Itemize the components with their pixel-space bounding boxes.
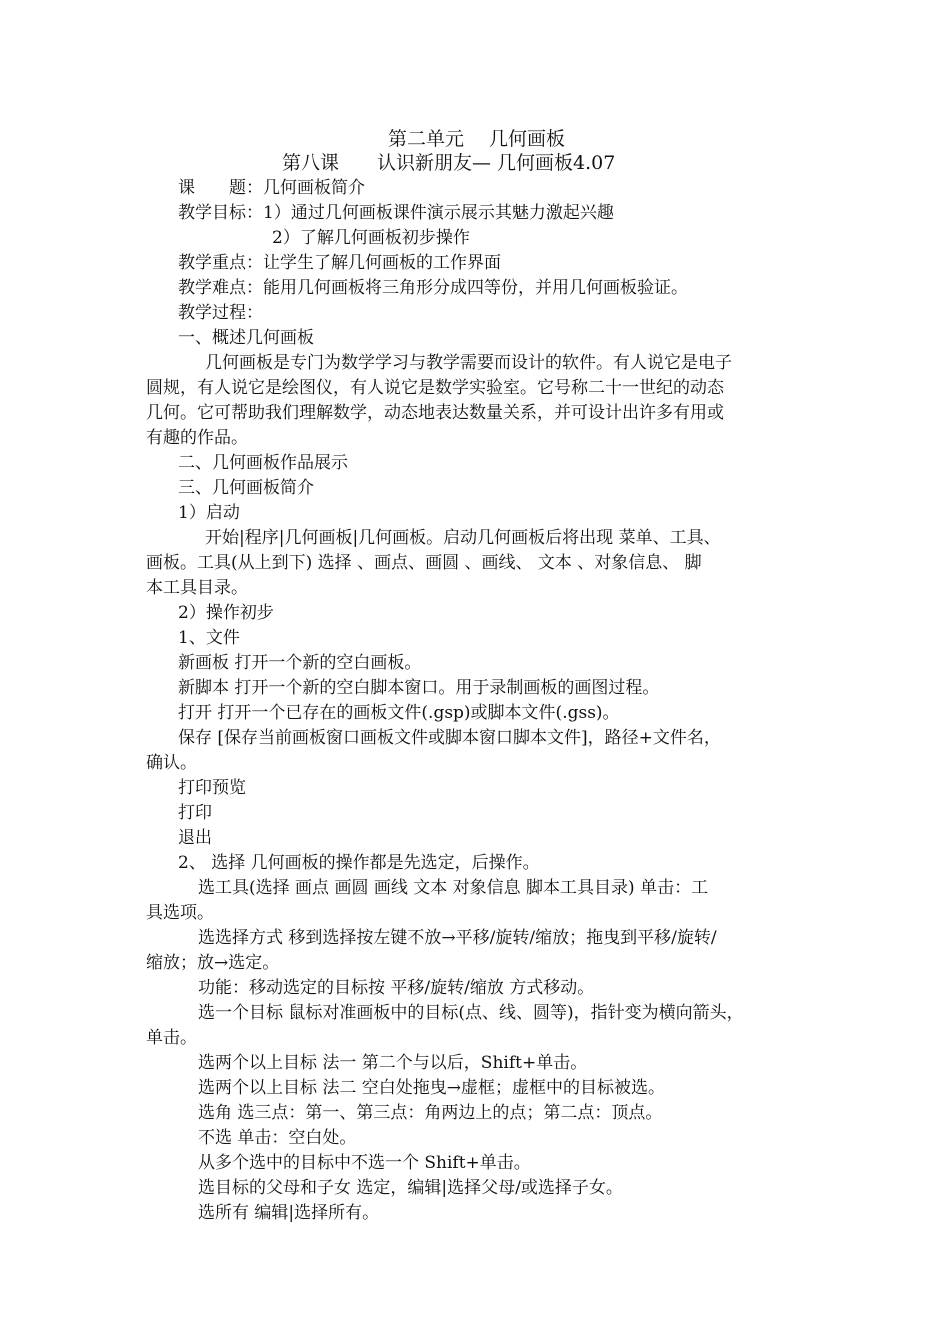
text-line: 几何画板是专门为数学学习与教学需要而设计的软件。有人说它是电子 [205,353,732,373]
section-heading: 一、概述几何画板 [178,328,314,348]
text-line: 教学目标：1）通过几何画板课件演示展示其魅力激起兴趣 [178,203,614,223]
text-line: 退出 [178,828,212,848]
text-line: 选一个目标 鼠标对准画板中的目标(点、线、圆等)，指针变为横向箭头， [198,1003,744,1023]
text-line: 选所有 编辑|选择所有。 [198,1203,380,1223]
text-line: 1、文件 [178,628,240,648]
text-line: 教学重点：让学生了解几何画板的工作界面 [178,253,501,273]
text-line: 单击。 [146,1028,197,1048]
text-line: 选两个以上目标 法二 空白处拖曳→虚框；虚框中的目标被选。 [198,1078,666,1098]
text-line: 2）操作初步 [178,603,274,623]
text-line: 教学难点：能用几何画板将三角形分成四等份，并用几何画板验证。 [178,278,688,298]
text-line: 1）启动 [178,503,240,523]
text-line: 不选 单击：空白处。 [198,1128,357,1148]
text-line: 选工具(选择 画点 画圆 画线 文本 对象信息 脚本工具目录) 单击：工 [198,878,709,898]
text-line: 画板。工具(从上到下) 选择 、画点、画圆 、画线、 文本 、对象信息、 脚 [146,553,702,573]
document-title: 第二单元 几何画板 [388,128,566,150]
text-line: 缩放；放→选定。 [146,953,280,973]
text-line: 课 题：几何画板简介 [178,178,365,198]
text-line: 开始|程序|几何画板|几何画板。启动几何画板后将出现 菜单、工具、 [205,528,721,548]
text-line: 打开 打开一个已存在的画板文件(.gsp)或脚本文件(.gss)。 [178,703,620,723]
text-line: 2、 选择 几何画板的操作都是先选定，后操作。 [178,853,540,873]
text-line: 从多个选中的目标中不选一个 Shift+单击。 [198,1153,531,1173]
text-line: 选角 选三点：第一、第三点：角两边上的点；第二点：顶点。 [198,1103,663,1123]
text-line: 2）了解几何画板初步操作 [272,228,470,248]
text-line: 选选择方式 移到选择按左键不放→平移/旋转/缩放；拖曳到平移/旋转/ [198,928,717,948]
text-line: 确认。 [146,753,197,773]
text-line: 具选项。 [146,903,214,923]
text-line: 教学过程： [178,303,263,323]
section-heading: 三、几何画板简介 [178,478,314,498]
text-line: 打印预览 [178,778,246,798]
text-line: 新脚本 打开一个新的空白脚本窗口。用于录制画板的画图过程。 [178,678,660,698]
text-line: 功能：移动选定的目标按 平移/旋转/缩放 方式移动。 [198,978,595,998]
text-line: 圆规，有人说它是绘图仪，有人说它是数学实验室。它号称二十一世纪的动态 [146,378,724,398]
text-line: 选目标的父母和子女 选定，编辑|选择父母/或选择子女。 [198,1178,623,1198]
text-line: 有趣的作品。 [146,428,248,448]
text-line: 本工具目录。 [146,578,248,598]
text-line: 打印 [178,803,212,823]
text-line: 几何。它可帮助我们理解数学，动态地表达数量关系，并可设计出许多有用或 [146,403,724,423]
section-heading: 二、几何画板作品展示 [178,453,348,473]
document-subtitle: 第八课 认识新朋友— 几何画板4.07 [282,152,616,174]
text-line: 选两个以上目标 法一 第二个与以后，Shift+单击。 [198,1053,588,1073]
text-line: 新画板 打开一个新的空白画板。 [178,653,422,673]
text-line: 保存 [保存当前画板窗口画板文件或脚本窗口脚本文件]，路径+文件名， [178,728,721,748]
